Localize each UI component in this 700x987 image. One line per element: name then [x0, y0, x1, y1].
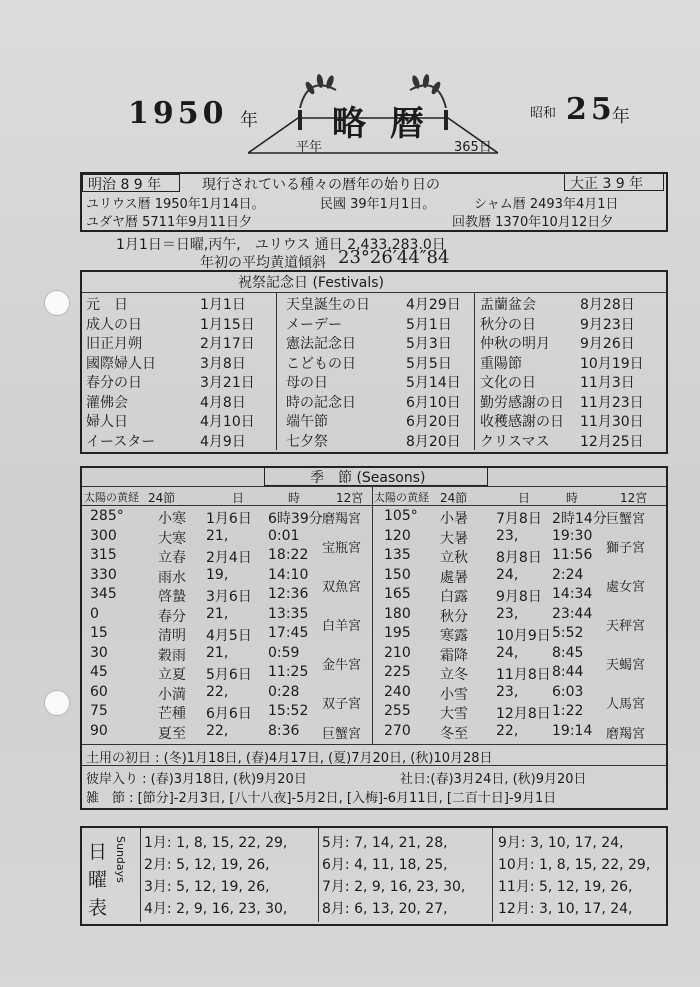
sundays-month-row: 12月: 3, 10, 17, 24,	[498, 901, 633, 917]
festival-name: 憲法記念日	[286, 336, 356, 352]
season-term: 大雪	[440, 706, 468, 722]
season-day: 24,	[496, 644, 519, 661]
day-count-label: 365日	[454, 140, 492, 155]
season-term: 雨水	[158, 569, 186, 586]
header-term-left: 24節	[148, 491, 176, 505]
festival-date: 11月30日	[580, 414, 644, 430]
season-lon: 195	[384, 625, 411, 641]
season-time: 6:03	[552, 683, 584, 700]
festivals-title: 祝祭記念日 (Festivals)	[238, 275, 384, 291]
season-lon: 300	[90, 527, 117, 544]
festival-date: 5月5日	[406, 355, 452, 372]
season-time: 2時14分	[552, 511, 607, 527]
era-suffix: 年	[612, 106, 630, 127]
season-lon: 330	[90, 566, 117, 583]
doyo-dates: 土用の初日 : (冬)1月18日, (春)4月17日, (夏)7月20日, (秋)10月28日	[86, 751, 493, 766]
season-lon: 225	[384, 664, 411, 680]
season-day: 2月4日	[206, 550, 252, 566]
siam-calendar: シャム暦 2493年4月1日	[474, 197, 619, 212]
header-term-right: 24節	[440, 491, 468, 505]
season-time: 0:01	[268, 527, 300, 544]
season-time: 19:14	[552, 722, 593, 739]
festival-date: 4月9日	[200, 433, 246, 450]
season-day: 24,	[496, 566, 519, 583]
season-day: 21,	[206, 527, 229, 544]
festivals-divider-2	[474, 292, 475, 450]
header-day-right: 日	[518, 491, 531, 505]
festival-name: 盂蘭盆会	[480, 297, 536, 313]
season-lon: 60	[90, 683, 108, 700]
season-time: 6時39分	[268, 511, 323, 527]
season-day: 9月8日	[496, 589, 542, 605]
season-lon: 165	[384, 586, 411, 602]
sundays-month-row: 9月: 3, 10, 17, 24,	[498, 835, 624, 851]
season-term: 小暑	[440, 511, 468, 527]
festival-name: 春分の日	[86, 375, 142, 391]
season-time: 12:36	[268, 586, 309, 602]
season-day: 1月6日	[206, 511, 252, 527]
season-day: 5月6日	[206, 667, 252, 683]
festival-name: こどもの日	[286, 355, 356, 372]
season-term: 立夏	[158, 667, 186, 683]
festival-name: 端午節	[286, 414, 328, 430]
jewish-calendar: ユダヤ暦 5711年9月11日夕	[86, 215, 253, 230]
season-day: 12月8日	[496, 706, 551, 722]
julian-calendar: ユリウス暦 1950年1月14日。	[86, 197, 265, 212]
season-term: 芒種	[158, 706, 186, 722]
season-time: 8:44	[552, 664, 584, 680]
zodiac-palace: 磨羯宮	[606, 726, 646, 742]
obliquity-label: 年初の平均黄道傾斜	[200, 255, 326, 271]
season-term: 霜降	[440, 647, 468, 664]
zodiac-palace: 天秤宮	[606, 619, 646, 635]
season-time: 13:35	[268, 605, 309, 622]
zassetsu-dates: 雑 節 : [節分]-2月3日, [八十八夜]-5月2日, [入梅]-6月11日, [二百十日]-9月1日	[86, 791, 557, 806]
festival-name: 成人の日	[86, 316, 142, 333]
season-time: 11:56	[552, 547, 593, 563]
season-lon: 45	[90, 664, 108, 680]
festival-name: 國際婦人日	[86, 355, 156, 372]
season-lon: 105°	[384, 508, 418, 524]
festival-date: 6月20日	[406, 414, 461, 430]
festival-date: 11月3日	[580, 375, 635, 391]
season-time: 8:36	[268, 722, 300, 739]
season-term: 秋分	[440, 608, 468, 625]
zodiac-palace: 白羊宮	[322, 619, 362, 635]
festival-name: 收穫感謝の日	[480, 414, 564, 430]
seasons-footer-rule-1	[82, 744, 666, 745]
festival-date: 12月25日	[580, 433, 644, 450]
season-time: 18:22	[268, 547, 309, 563]
season-lon: 0	[90, 605, 99, 622]
season-day: 4月5日	[206, 628, 252, 644]
season-day: 6月6日	[206, 706, 252, 722]
festival-date: 5月3日	[406, 336, 452, 352]
page-title: 略 暦	[332, 104, 430, 144]
season-lon: 75	[90, 703, 108, 719]
season-lon: 255	[384, 703, 411, 719]
season-term: 小満	[158, 686, 186, 703]
season-time: 17:45	[268, 625, 309, 641]
festival-date: 4月10日	[200, 414, 255, 430]
season-term: 大寒	[158, 530, 186, 547]
festival-name: 元 日	[86, 297, 128, 313]
zodiac-palace: 巨蟹宮	[322, 726, 362, 742]
festival-name: 重陽節	[480, 355, 522, 372]
sundays-month-row: 11月: 5, 12, 19, 26,	[498, 879, 633, 895]
shanichi-dates: 社日:(春)3月24日, (秋)9月20日	[400, 772, 587, 787]
season-time: 15:52	[268, 703, 309, 719]
season-term: 寒露	[440, 628, 468, 644]
season-term: 立秋	[440, 550, 468, 566]
zodiac-palace: 双子宮	[322, 697, 362, 713]
taisho-year: 大正 3 9 年	[570, 176, 644, 192]
festival-date: 5月1日	[406, 316, 452, 333]
festival-date: 2月17日	[200, 336, 255, 352]
season-term: 立冬	[440, 667, 468, 683]
sundays-month-row: 1月: 1, 8, 15, 22, 29,	[144, 835, 288, 851]
seasons-header-rule-bottom	[82, 505, 666, 506]
header-palace-right: 12宮	[620, 491, 648, 505]
season-term: 夏至	[158, 725, 186, 742]
season-lon: 285°	[90, 508, 124, 524]
season-lon: 240	[384, 683, 411, 700]
season-time: 14:34	[552, 586, 593, 602]
season-lon: 180	[384, 605, 411, 622]
obliquity-value: 23°26′44″84	[338, 247, 450, 268]
festival-name: 旧正月朔	[86, 336, 142, 352]
festival-name: 仲秋の明月	[480, 336, 550, 352]
header-palace-left: 12宮	[336, 491, 364, 505]
zodiac-palace: 宝瓶宮	[322, 541, 362, 557]
season-time: 2:24	[552, 566, 584, 583]
zodiac-palace: 天蝎宮	[606, 658, 646, 674]
season-day: 21,	[206, 644, 229, 661]
season-time: 0:59	[268, 644, 300, 661]
season-day: 22,	[496, 722, 519, 739]
season-lon: 210	[384, 644, 411, 661]
season-time: 23:44	[552, 605, 593, 622]
season-day: 11月8日	[496, 667, 551, 683]
season-lon: 345	[90, 586, 117, 602]
season-lon: 135	[384, 547, 411, 563]
festival-date: 4月8日	[200, 394, 246, 411]
sundays-label-en: Sundays	[114, 836, 127, 883]
season-day: 7月8日	[496, 511, 542, 527]
minguo-calendar: 民國 39年1月1日。	[320, 197, 436, 212]
seasons-title: 季 節 (Seasons)	[310, 470, 426, 486]
punch-hole-top	[44, 290, 70, 316]
sundays-divider-2	[492, 828, 493, 922]
higan-dates: 彼岸入り : (春)3月18日, (秋)9月20日	[86, 772, 307, 787]
jan1-info: 1月1日＝日曜,丙午, ユリウス 通日 2,433,283.0日	[116, 237, 446, 253]
calendars-heading: 現行されている種々の暦年の始り日の	[202, 177, 440, 193]
festival-name: 七夕祭	[286, 433, 328, 450]
sundays-label-divider	[140, 828, 141, 922]
sundays-month-row: 8月: 6, 13, 20, 27,	[322, 901, 448, 917]
season-term: 穀雨	[158, 647, 186, 664]
islamic-calendar: 回教暦 1370年10月12日夕	[452, 215, 614, 230]
festivals-header-rule	[82, 292, 666, 293]
season-lon: 120	[384, 527, 411, 544]
season-day: 19,	[206, 566, 229, 583]
season-lon: 315	[90, 547, 117, 563]
festival-name: 文化の日	[480, 375, 536, 391]
festival-name: 秋分の日	[480, 316, 536, 333]
festival-date: 6月10日	[406, 394, 461, 411]
punch-hole-bottom	[44, 690, 70, 716]
season-time: 8:45	[552, 644, 584, 661]
festival-date: 5月14日	[406, 375, 461, 391]
season-term: 立春	[158, 550, 186, 566]
season-day: 23,	[496, 605, 519, 622]
seasons-center-divider	[372, 486, 373, 744]
seasons-header-rule-top	[82, 486, 666, 487]
sundays-month-row: 3月: 5, 12, 19, 26,	[144, 879, 270, 895]
festival-name: 婦人日	[86, 414, 128, 430]
festival-date: 10月19日	[580, 355, 644, 372]
season-time: 0:28	[268, 683, 300, 700]
festival-name: 母の日	[286, 375, 328, 391]
sundays-divider-1	[318, 828, 319, 922]
festival-date: 1月1日	[200, 297, 246, 313]
season-day: 10月9日	[496, 628, 551, 644]
sundays-month-row: 2月: 5, 12, 19, 26,	[144, 857, 270, 873]
sundays-month-row: 4月: 2, 9, 16, 23, 30,	[144, 901, 288, 917]
festival-name: 天皇誕生の日	[286, 297, 370, 313]
zodiac-palace: 双魚宮	[322, 580, 362, 596]
festivals-divider-1	[276, 292, 277, 450]
festival-date: 8月20日	[406, 433, 461, 450]
season-term: 處暑	[440, 569, 468, 586]
festival-date: 1月15日	[200, 316, 255, 333]
festival-date: 3月21日	[200, 375, 255, 391]
meiji-year: 明治 8 9 年	[88, 177, 162, 193]
zodiac-palace: 金牛宮	[322, 658, 362, 674]
zodiac-palace: 巨蟹宮	[606, 512, 646, 527]
season-lon: 150	[384, 566, 411, 583]
year-western: 1950	[128, 96, 228, 131]
header-day-left: 日	[232, 491, 245, 505]
season-day: 22,	[206, 683, 229, 700]
season-term: 白露	[440, 589, 468, 605]
header-longitude-right: 太陽の黄経	[374, 491, 429, 504]
era-prefix: 昭和	[530, 106, 557, 121]
season-day: 3月6日	[206, 589, 252, 605]
season-day: 22,	[206, 722, 229, 739]
festival-name: メーデー	[286, 316, 342, 333]
festival-name: イースター	[86, 433, 156, 450]
festival-date: 9月23日	[580, 316, 635, 333]
zodiac-palace: 獅子宮	[606, 541, 646, 557]
sundays-month-row: 7月: 2, 9, 16, 23, 30,	[322, 879, 466, 895]
zodiac-palace: 處女宮	[606, 580, 646, 596]
season-time: 19:30	[552, 527, 593, 544]
festival-name: 勤労感謝の日	[480, 394, 564, 411]
festival-date: 4月29日	[406, 297, 461, 313]
header-time-right: 時	[566, 491, 579, 505]
festival-date: 8月28日	[580, 297, 635, 313]
season-term: 冬至	[440, 725, 468, 742]
season-day: 21,	[206, 605, 229, 622]
sundays-label: 日曜表	[88, 841, 108, 919]
zodiac-palace: 磨羯宮	[322, 512, 362, 527]
season-time: 14:10	[268, 566, 309, 583]
season-time: 5:52	[552, 625, 584, 641]
seasons-footer-rule-2	[82, 765, 666, 766]
festival-date: 11月23日	[580, 394, 644, 411]
header-time-left: 時	[288, 491, 301, 505]
festival-date: 9月26日	[580, 336, 635, 352]
season-time: 1:22	[552, 703, 584, 719]
season-term: 小寒	[158, 511, 186, 527]
year-suffix: 年	[240, 110, 258, 131]
season-term: 春分	[158, 608, 186, 625]
season-term: 清明	[158, 628, 186, 644]
zodiac-palace: 人馬宮	[606, 697, 646, 713]
season-lon: 90	[90, 722, 108, 739]
season-term: 小雪	[440, 686, 468, 703]
sundays-month-row: 10月: 1, 8, 15, 22, 29,	[498, 857, 651, 873]
year-type-label: 平年	[296, 140, 323, 155]
season-lon: 30	[90, 644, 108, 661]
season-term: 啓蟄	[158, 589, 186, 605]
season-lon: 15	[90, 625, 108, 641]
season-lon: 270	[384, 722, 411, 739]
header-longitude-left: 太陽の黄経	[84, 491, 139, 504]
festival-name: クリスマス	[480, 433, 550, 450]
sundays-month-row: 5月: 7, 14, 21, 28,	[322, 835, 448, 851]
era-year: 25	[566, 92, 616, 127]
sundays-month-row: 6月: 4, 11, 18, 25,	[322, 857, 448, 873]
festival-name: 時の記念日	[286, 394, 356, 411]
season-day: 23,	[496, 527, 519, 544]
season-time: 11:25	[268, 664, 309, 680]
festival-date: 3月8日	[200, 355, 246, 372]
season-day: 23,	[496, 683, 519, 700]
season-term: 大暑	[440, 530, 468, 547]
festival-name: 灌佛会	[86, 394, 128, 411]
season-day: 8月8日	[496, 550, 542, 566]
